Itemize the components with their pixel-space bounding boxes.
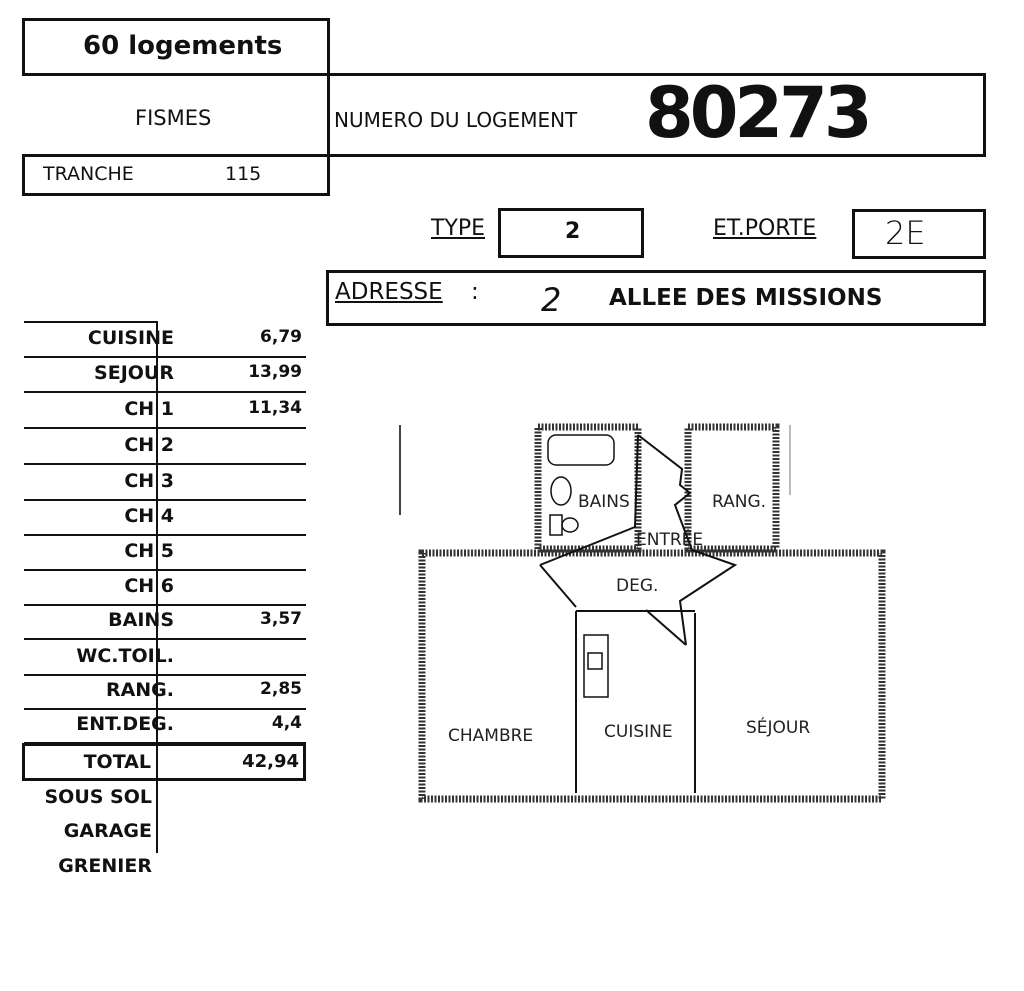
row-label: BAINS <box>108 609 174 631</box>
row-value: 13,99 <box>248 362 302 382</box>
total-divider <box>156 745 158 779</box>
adresse-numero: 2 <box>541 281 562 319</box>
row-value: 11,34 <box>248 398 302 418</box>
adresse-rue: ALLEE DES MISSIONS <box>609 285 883 311</box>
plan-fixtures <box>548 435 614 697</box>
annexe-grenier: GRENIER <box>58 855 152 877</box>
row-label: ENT.DEG. <box>76 713 174 735</box>
deg-left <box>540 565 576 607</box>
ville-label: FISMES <box>135 106 212 130</box>
table-row <box>24 429 306 465</box>
row-label: SEJOUR <box>94 362 174 384</box>
annexes-divider <box>156 781 158 853</box>
table-row <box>24 640 306 676</box>
bains-walls <box>538 427 638 549</box>
table-row <box>24 570 306 606</box>
plan-label-chambre: CHAMBRE <box>448 726 534 746</box>
bathtub-icon <box>548 435 614 465</box>
row-label: CH 1 <box>124 398 174 420</box>
row-value: 4,4 <box>271 713 302 733</box>
etage-porte-label: ET.PORTE <box>713 216 817 241</box>
etage-porte-box <box>852 209 986 259</box>
total-value: 42,94 <box>242 751 299 772</box>
numero-logement-box <box>327 73 986 157</box>
floor-plan <box>390 415 900 815</box>
numero-logement-value: 80273 <box>645 72 869 154</box>
table-row <box>24 357 306 393</box>
row-value: 2,85 <box>260 679 302 699</box>
annexe-sous-sol: SOUS SOL <box>44 786 152 808</box>
total-row <box>22 743 306 781</box>
table-row <box>24 500 306 536</box>
row-label: CUISINE <box>87 327 174 349</box>
adresse-label: ADRESSE <box>335 279 443 305</box>
type-box <box>498 208 644 258</box>
logements-box <box>22 18 330 76</box>
adresse-colon: : <box>471 279 479 305</box>
plan-label-rang: RANG. <box>712 492 767 512</box>
washbasin-icon <box>551 477 571 505</box>
plan-label-sejour: SÉJOUR <box>746 718 811 738</box>
table-row <box>24 708 306 744</box>
table-row <box>24 535 306 571</box>
toilet-tank-icon <box>550 515 562 535</box>
total-label: TOTAL <box>83 751 151 773</box>
table-row <box>24 465 306 501</box>
tranche-label: TRANCHE <box>43 163 134 185</box>
row-value: 6,79 <box>260 327 302 347</box>
row-label: CH 2 <box>124 434 174 456</box>
tranche-value: 115 <box>225 163 262 185</box>
type-value: 2 <box>565 219 581 244</box>
table-row <box>24 604 306 640</box>
sink-icon <box>588 653 602 669</box>
table-row <box>24 393 306 429</box>
plan-label-deg: DEG. <box>616 576 659 596</box>
plan-label-cuisine: CUISINE <box>604 722 673 742</box>
tranche-box <box>22 154 330 196</box>
row-label: CH 6 <box>124 575 174 597</box>
etage-porte-value: 2E <box>885 214 926 252</box>
toilet-bowl-icon <box>562 518 578 532</box>
numero-logement-label: NUMERO DU LOGEMENT <box>334 108 578 132</box>
row-value: 3,57 <box>260 609 302 629</box>
annexe-garage: GARAGE <box>63 820 152 842</box>
row-label: CH 5 <box>124 540 174 562</box>
plan-label-bains: BAINS <box>578 492 630 512</box>
table-row <box>24 674 306 710</box>
row-label: RANG. <box>105 679 174 701</box>
type-label: TYPE <box>431 216 486 241</box>
logements-count: 60 logements <box>83 31 283 61</box>
table-row <box>24 322 306 358</box>
plan-label-entree: ENTRÉE <box>636 530 704 550</box>
row-label: CH 4 <box>124 505 174 527</box>
adresse-box <box>326 270 986 326</box>
row-label: WC.TOIL. <box>76 645 174 667</box>
row-label: CH 3 <box>124 470 174 492</box>
deg-right <box>646 610 686 645</box>
